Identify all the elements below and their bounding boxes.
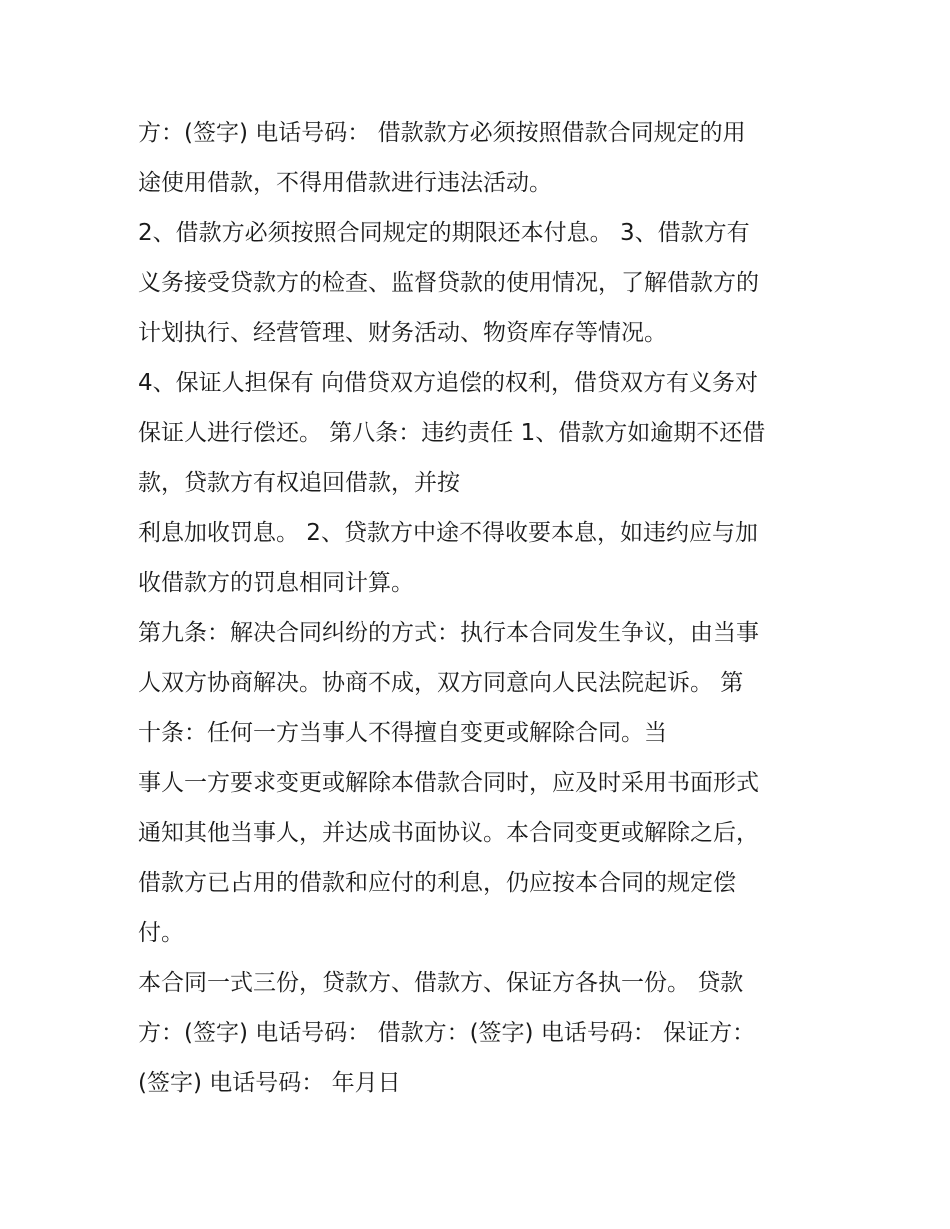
- paragraph-3: [138, 358, 828, 508]
- text-line: 义务接受贷款方的检查、监督贷款的使用情况，了解借款方的: [138, 270, 759, 296]
- text-line: 通知其他当事人，并达成书面协议。本合同变更或解除之后，: [138, 820, 759, 846]
- paragraph-4: [138, 508, 828, 608]
- text-line: 方：(签字) 电话号码： 借款方：(签字) 电话号码： 保证方：: [138, 1020, 756, 1046]
- text-line: 款，贷款方有权追回借款，并按: [138, 470, 460, 496]
- document-body: [138, 108, 828, 1108]
- text-line: 途使用借款，不得用借款进行违法活动。: [138, 170, 552, 196]
- text-line: 人双方协商解决。协商不成，双方同意向人民法院起诉。 第: [138, 670, 744, 696]
- text-line: 付。: [138, 920, 184, 946]
- paragraph-5: [138, 608, 828, 758]
- text-line: 十条：任何一方当事人不得擅自变更或解除合同。当: [138, 720, 667, 746]
- paragraph-6: [138, 758, 828, 958]
- text-line: 2、借款方必须按照合同规定的期限还本付息。 3、借款方有: [138, 220, 750, 246]
- text-line: 利息加收罚息。 2、贷款方中途不得收要本息，如违约应与加: [138, 520, 758, 546]
- text-line: 方：(签字) 电话号码： 借款款方必须按照借款合同规定的用: [138, 120, 746, 146]
- text-line: 收借款方的罚息相同计算。: [138, 570, 414, 596]
- text-line: 4、保证人担保有 向借贷双方追偿的权利，借贷双方有义务对: [138, 370, 758, 396]
- paragraph-2: [138, 208, 828, 358]
- text-line: 保证人进行偿还。 第八条：违约责任 1、借款方如逾期不还借: [138, 420, 766, 446]
- text-line: 事人一方要求变更或解除本借款合同时，应及时采用书面形式: [138, 770, 759, 796]
- text-line: 第九条：解决合同纠纷的方式：执行本合同发生争议，由当事: [138, 620, 759, 646]
- paragraph-7: [138, 958, 828, 1108]
- paragraph-1: [138, 108, 828, 208]
- text-line: 计划执行、经营管理、财务活动、物资库存等情况。: [138, 320, 667, 346]
- text-line: 本合同一式三份，贷款方、借款方、保证方各执一份。 贷款: [138, 970, 744, 996]
- text-line: 借款方已占用的借款和应付的利息，仍应按本合同的规定偿: [138, 870, 736, 896]
- text-line: (签字) 电话号码： 年月日: [138, 1070, 401, 1096]
